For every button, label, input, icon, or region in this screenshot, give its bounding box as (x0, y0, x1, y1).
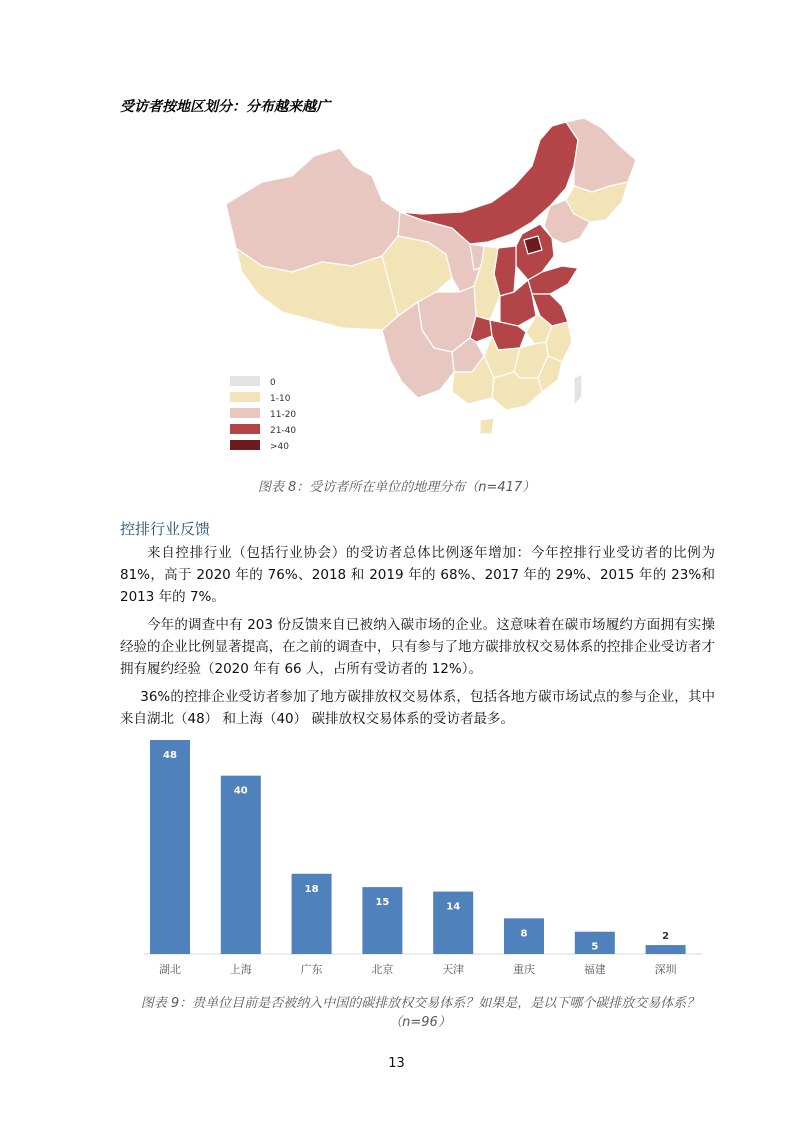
map-caption: 图表 8：受访者所在单位的地理分布（n=417） (257, 480, 536, 495)
map-heading: 受访者按地区划分：分布越来越广 (120, 99, 330, 115)
legend-swatch-3 (230, 424, 260, 434)
category-label: 北京 (371, 963, 394, 976)
bar-value-label: 48 (163, 750, 177, 761)
bar-value-label: 8 (520, 928, 528, 940)
china-region-map (222, 116, 642, 456)
legend-swatch-4 (230, 440, 260, 450)
legend-swatch-1 (230, 392, 260, 402)
map-region-xinjiang (226, 148, 400, 272)
bar-深圳 (646, 945, 686, 954)
bar-value-label: 40 (233, 785, 248, 797)
page-number: 13 (388, 1056, 405, 1071)
bar-chart-caption (110, 992, 730, 1030)
map-region-hainan (480, 418, 494, 434)
bar-上海 (221, 776, 261, 954)
category-label: 广东 (300, 963, 323, 976)
bar-chart (140, 735, 710, 980)
paragraph-3: 36%的控排企业受访者参加了地方碳排放权交易体系，包括各地方碳市场试点的参与企业，其中来自湖北（48） 和上海（40） 碳排放权交易体系的受访者最多。 (120, 689, 715, 727)
bar-value-label: 15 (375, 897, 390, 909)
section-body (120, 542, 715, 736)
bar-value-label: 5 (591, 941, 599, 953)
map-region-taiwan (574, 374, 582, 406)
paragraph-2: 今年的调查中有 203 份反馈来自已被纳入碳市场的企业。这意味着在碳市场履约方面拥有实操经验的企业比例显著提高，在之前的调查中，只有参与了地方碳排放权交易体系的控排企业受访者才拥有履约经验（2020 年有 66 人，占所有受访者的 12%）。 (120, 617, 715, 677)
category-label: 天津 (442, 963, 465, 976)
legend-label-4: >40 (270, 442, 289, 452)
legend-label-2: 11-20 (270, 410, 297, 420)
map-region-heilongjiang (566, 118, 636, 192)
legend-label-1: 1-10 (270, 394, 291, 404)
bar-value-label: 14 (446, 901, 461, 913)
category-label: 重庆 (513, 963, 535, 976)
category-label: 深圳 (654, 963, 677, 976)
bar-chart-caption-line2: （n=96） (389, 1015, 451, 1030)
bar-湖北 (150, 740, 190, 954)
category-label: 福建 (583, 963, 606, 976)
section-title: 控排行业反馈 (120, 520, 211, 538)
legend-swatch-0 (230, 376, 260, 386)
legend-swatch-2 (230, 408, 260, 418)
bar-chart-caption-line1: 图表 9：贵单位目前是否被纳入中国的碳排放权交易体系？如果是，是以下哪个碳排放交易体系？ (140, 996, 700, 1011)
category-label: 上海 (229, 963, 252, 976)
bar-value-label: 2 (662, 931, 670, 943)
paragraph-1: 来自控排行业（包括行业协会）的受访者总体比例逐年增加：今年控排行业受访者的比例为81%，高于 2020 年的 76%、2018 和 2019 年的 68%、2017 年的 29%、2015 年的 23%和 2013 年的 7%。 (120, 545, 715, 605)
map-legend (230, 376, 296, 452)
map-region-beijing (524, 236, 542, 254)
map-region-guangdong (492, 372, 542, 410)
legend-label-3: 21-40 (270, 426, 297, 436)
legend-label-0: 0 (270, 378, 276, 388)
category-label: 湖北 (159, 963, 181, 976)
bar-value-label: 18 (304, 883, 319, 895)
